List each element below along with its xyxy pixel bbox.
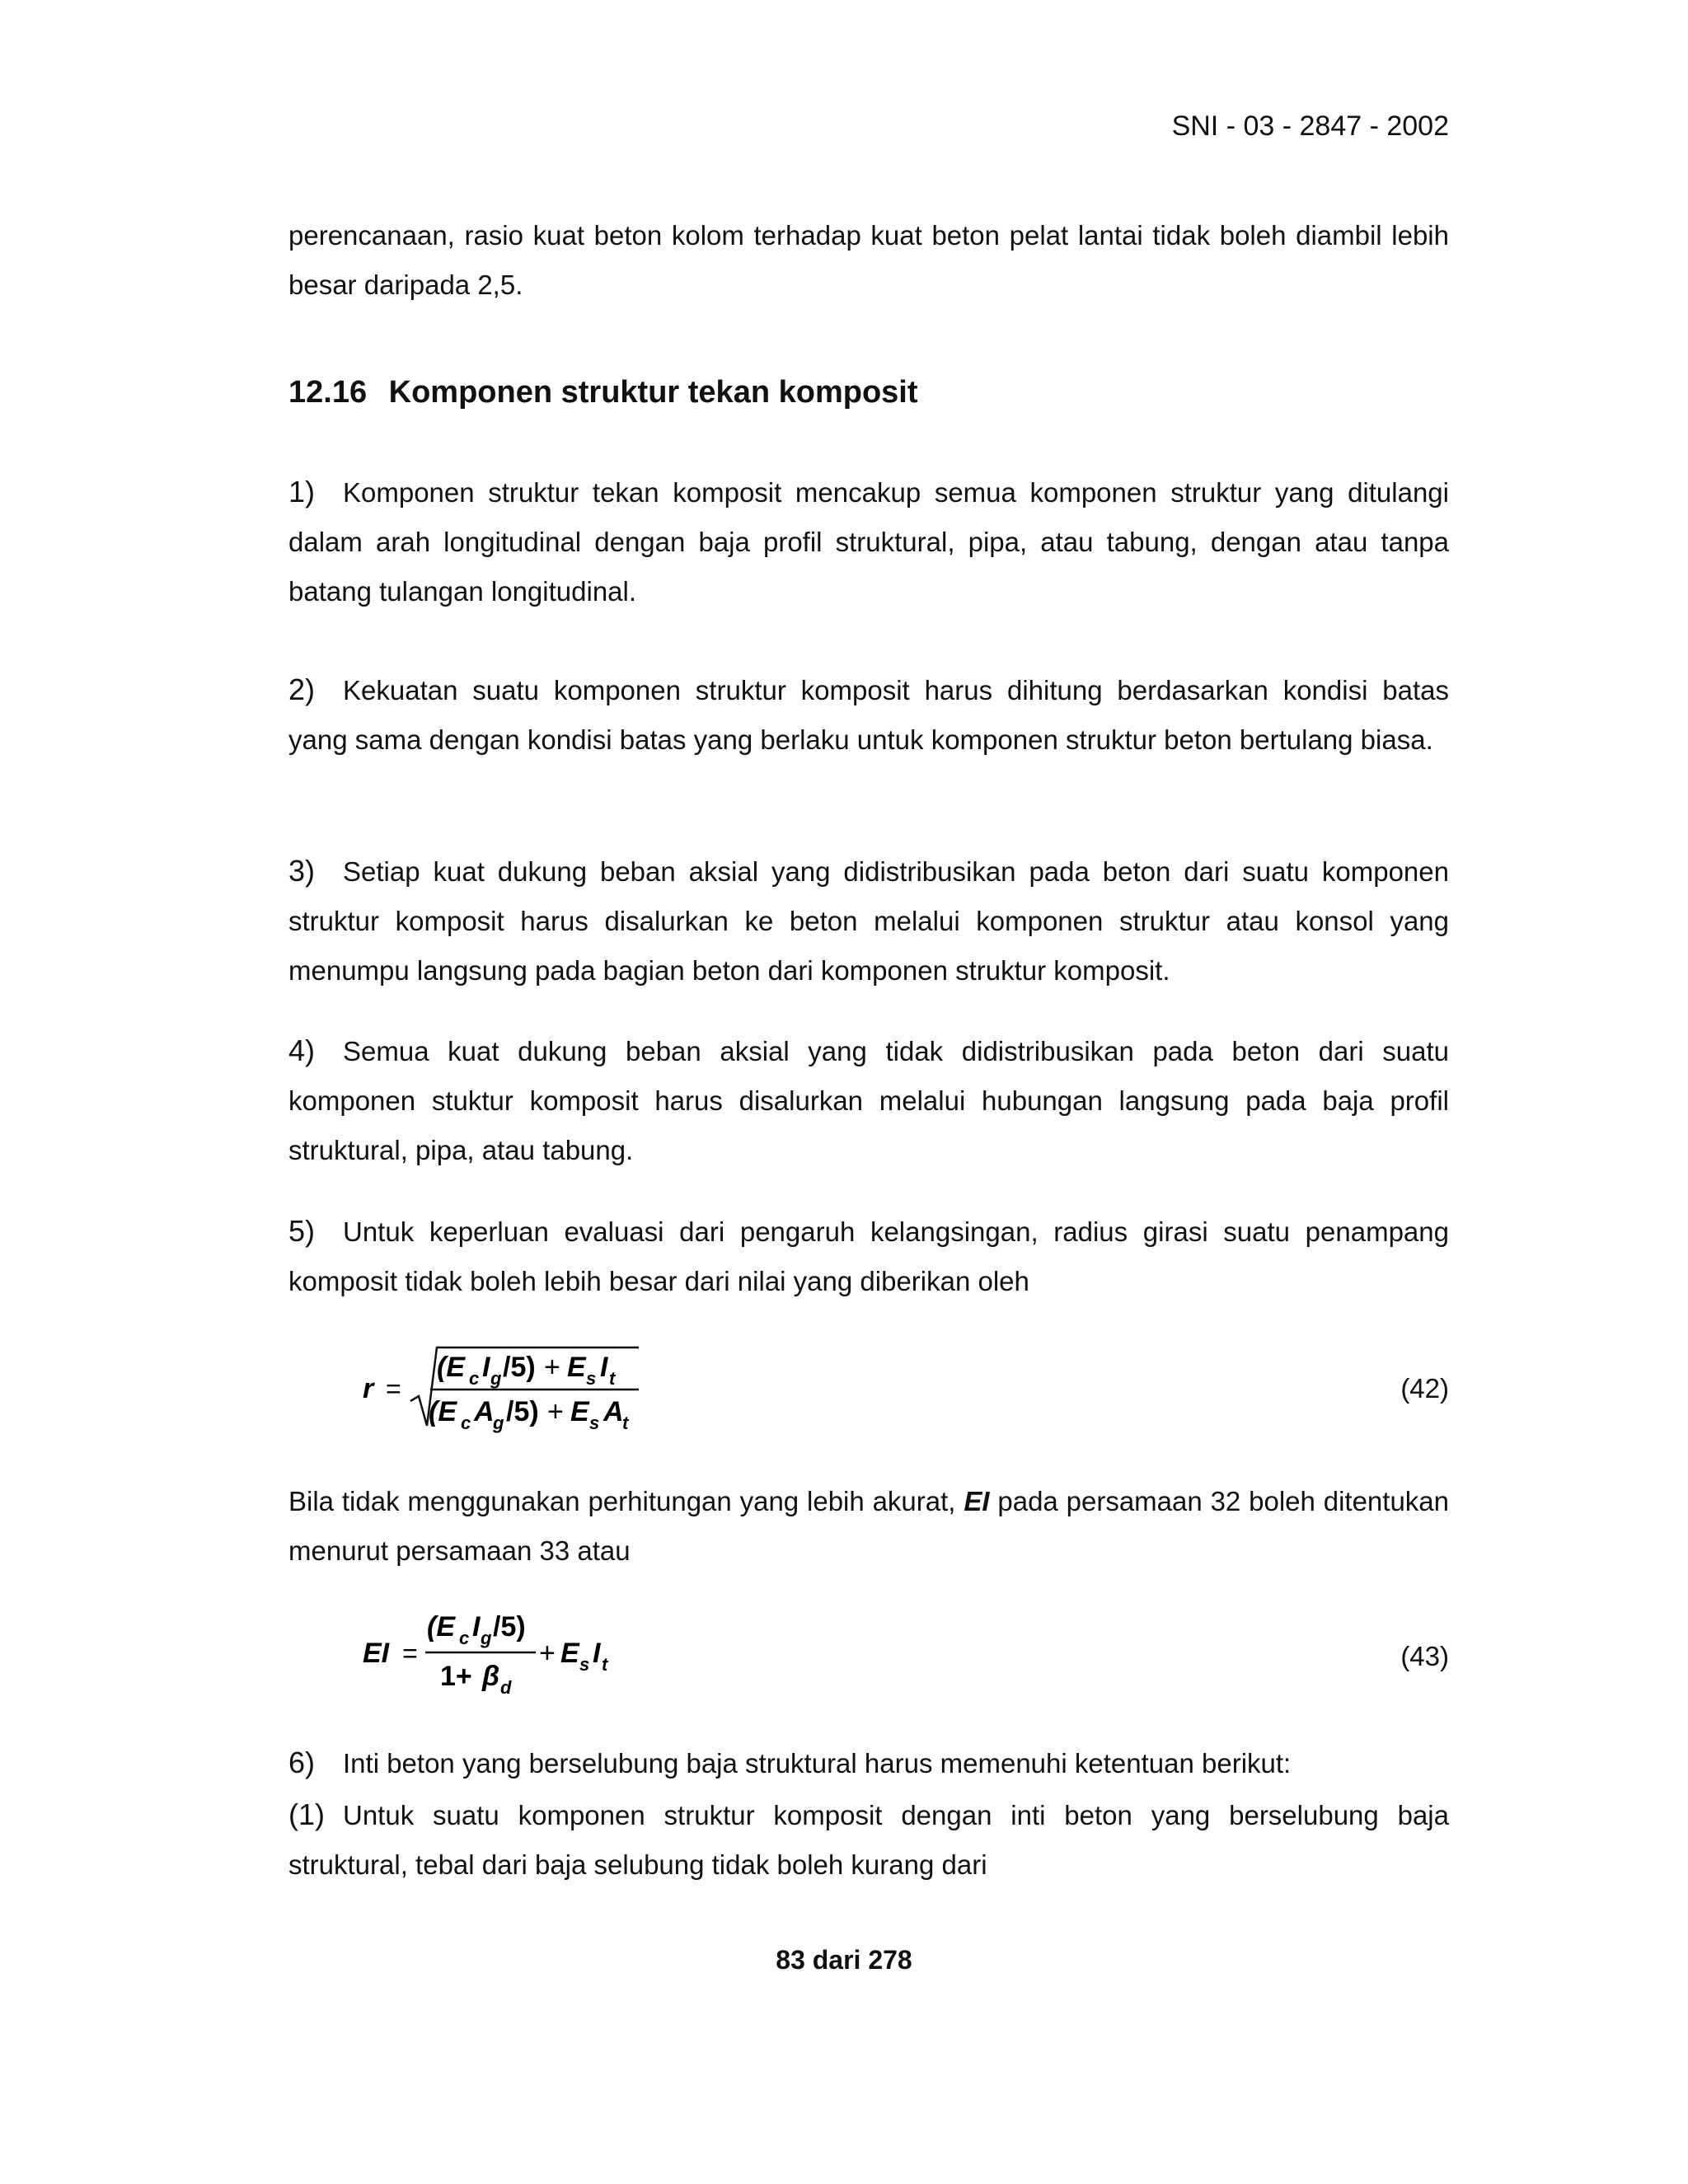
eq42-equals: = bbox=[386, 1374, 401, 1404]
item-number: 5) bbox=[288, 1214, 316, 1248]
eq43-den-b-sub: d bbox=[500, 1677, 512, 1698]
eq42-den-e-sub: t bbox=[622, 1413, 629, 1433]
eq42-den-a-sub: c bbox=[461, 1413, 471, 1433]
page-footer: 83 dari 278 bbox=[776, 1945, 912, 1975]
sub-item-number: (1) bbox=[288, 1797, 325, 1831]
item-text: Komponen struktur tekan komposit mencakup semua komponen struktur yang ditulangi dalam arah longitudinal dengan baja profil struktural, pipa, atau tabung, dengan atau tanpa batang tulangan longitudinal. bbox=[288, 477, 1449, 607]
item-5 bbox=[288, 1207, 1449, 1306]
eq43-num-a-sub: c bbox=[459, 1628, 470, 1648]
eq42-den-b: A bbox=[474, 1396, 495, 1427]
eq42-num-e: I bbox=[600, 1352, 608, 1383]
eq43-num-b: I bbox=[472, 1611, 481, 1643]
equation-42 bbox=[0, 1335, 1688, 1442]
section-number: 12.16 bbox=[288, 375, 368, 410]
section-title: Komponen struktur tekan komposit bbox=[388, 375, 918, 410]
equation-42-formula bbox=[0, 1335, 742, 1442]
eq42-num-a-sub: c bbox=[469, 1368, 480, 1389]
sub-item-1 bbox=[288, 1790, 1449, 1890]
eq42-den-e: A bbox=[603, 1396, 624, 1427]
eq42-num-a: (E bbox=[437, 1352, 465, 1383]
eq43-den-a: 1+ bbox=[440, 1661, 472, 1692]
intro-paragraph: perencanaan, rasio kuat beton kolom terhadap kuat beton pelat lantai tidak boleh diambil lebih besar daripada 2,5. bbox=[288, 220, 1449, 300]
item-text: Setiap kuat dukung beban aksial yang didistribusikan pada beton dari suatu komponen struktur komposit harus disalurkan ke beton melalui komponen struktur atau konsol yang menumpu langsung pada bagian beton dari komponen struktur komposit. bbox=[288, 856, 1449, 986]
eq42-lhs: r bbox=[363, 1373, 374, 1404]
item-number: 6) bbox=[288, 1746, 316, 1779]
eq42-den-c: /5) bbox=[506, 1396, 539, 1427]
eq42-den-plus: + bbox=[547, 1396, 564, 1427]
document-header: SNI - 03 - 2847 - 2002 bbox=[1171, 110, 1449, 142]
item-number: 4) bbox=[288, 1033, 316, 1067]
eq42-den-d: E bbox=[570, 1396, 589, 1427]
bila-paragraph bbox=[288, 1477, 1449, 1576]
eq43-tail-b: I bbox=[593, 1638, 601, 1669]
item-2 bbox=[288, 665, 1449, 765]
eq43-equals: = bbox=[402, 1638, 418, 1668]
eq43-den-b: β bbox=[482, 1661, 500, 1692]
item-number: 1) bbox=[288, 475, 316, 509]
item-6 bbox=[288, 1738, 1449, 1788]
eq43-tail-b-sub: t bbox=[602, 1654, 608, 1675]
bila-text-before: Bila tidak menggunakan perhitungan yang lebih akurat, bbox=[288, 1486, 956, 1516]
equation-43-formula bbox=[0, 1603, 742, 1702]
item-text: Inti beton yang berselubung baja struktural harus memenuhi ketentuan berikut: bbox=[343, 1748, 1292, 1779]
eq42-num-d: E bbox=[567, 1352, 586, 1383]
eq43-lhs: EI bbox=[363, 1638, 390, 1669]
item-3 bbox=[288, 846, 1449, 996]
item-text: Kekuatan suatu komponen struktur komposit harus dihitung berdasarkan kondisi batas yang sama dengan kondisi batas yang berlaku untuk komponen struktur beton bertulang biasa. bbox=[288, 675, 1449, 755]
eq43-num-c: /5) bbox=[493, 1611, 526, 1643]
eq42-num-plus: + bbox=[544, 1352, 560, 1383]
eq43-tail-a: E bbox=[560, 1638, 579, 1669]
section-heading bbox=[288, 375, 918, 410]
eq42-num-c: /5) bbox=[503, 1352, 536, 1383]
item-number: 2) bbox=[288, 673, 316, 706]
eq43-plus: + bbox=[539, 1638, 556, 1669]
item-4 bbox=[288, 1026, 1449, 1175]
bila-text-after: pada persamaan 32 boleh ditentukan menurut persamaan 33 atau bbox=[288, 1486, 1450, 1566]
eq42-num-b-sub: g bbox=[490, 1368, 502, 1389]
equation-43 bbox=[0, 1603, 1688, 1702]
item-text: Semua kuat dukung beban aksial yang tidak didistribusikan pada beton dari suatu komponen stuktur komposit harus disalurkan melalui hubungan langsung pada baja profil struktural, pipa, atau tabung. bbox=[288, 1036, 1449, 1165]
eq42-den-d-sub: s bbox=[589, 1413, 600, 1433]
eq42-den-b-sub: g bbox=[493, 1413, 504, 1433]
equation-number: (42) bbox=[1400, 1373, 1449, 1404]
eq42-num-d-sub: s bbox=[586, 1368, 597, 1389]
equation-number: (43) bbox=[1400, 1641, 1449, 1671]
item-number: 3) bbox=[288, 854, 316, 888]
sub-item-text: Untuk suatu komponen struktur komposit dengan inti beton yang berselubung baja struktural, tebal dari baja selubung tidak boleh kurang dari bbox=[288, 1800, 1449, 1880]
eq42-num-e-sub: t bbox=[609, 1368, 616, 1389]
bila-ei: EI bbox=[964, 1486, 990, 1516]
eq43-num-b-sub: g bbox=[481, 1628, 492, 1648]
eq42-num-b: I bbox=[482, 1352, 490, 1383]
eq43-tail-a-sub: s bbox=[579, 1654, 590, 1675]
item-text: Untuk keperluan evaluasi dari pengaruh kelangsingan, radius girasi suatu penampang komposit tidak boleh lebih besar dari nilai yang diberikan oleh bbox=[288, 1216, 1449, 1296]
eq43-num-a: (E bbox=[427, 1611, 455, 1643]
item-1 bbox=[288, 467, 1449, 616]
eq42-den-a: (E bbox=[429, 1396, 457, 1427]
